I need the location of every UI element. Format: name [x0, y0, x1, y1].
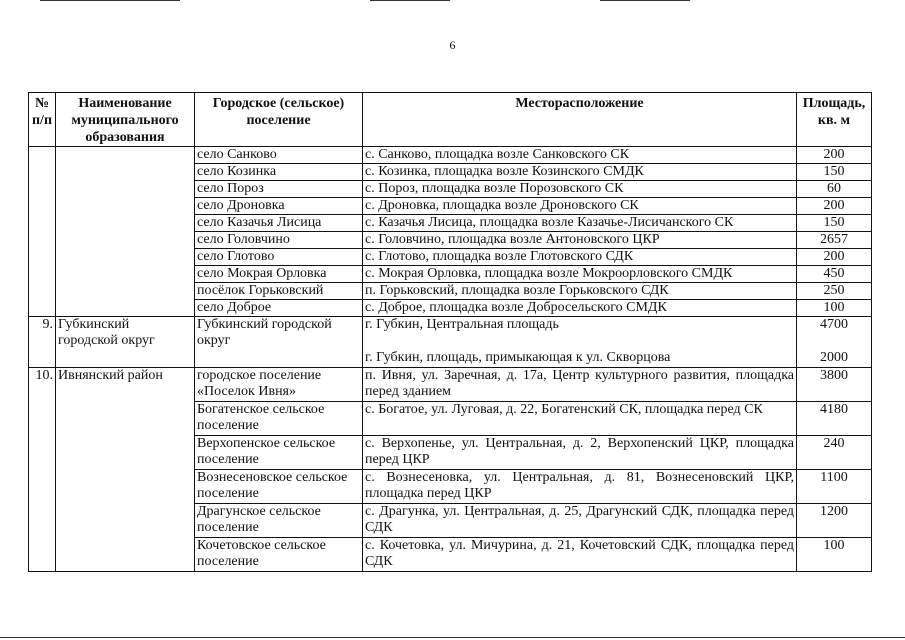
cell-area: 450	[797, 266, 872, 283]
cell-location: с. Санково, площадка возле Санковского СК	[363, 147, 797, 164]
cell-area: 200	[797, 198, 872, 215]
cell-settlement: село Глотово	[195, 249, 363, 266]
table-row	[29, 147, 872, 164]
page-number: 6	[449, 38, 456, 52]
cell-settlement: Вознесеновское сельское поселение	[195, 470, 363, 504]
sites-table	[28, 92, 872, 572]
cell-settlement: Кочетовское сельское поселение	[195, 538, 363, 572]
cell-location: с. Доброе, площадка возле Добросельского СМДК	[363, 300, 797, 317]
area-value: 2000	[820, 350, 848, 365]
cell-settlement: село Козинка	[195, 164, 363, 181]
header-municipality: Наименование муниципального образования	[56, 93, 195, 147]
cell-location: с. Глотово, площадка возле Глотовского СДК	[363, 249, 797, 266]
cell-settlement: село Пороз	[195, 181, 363, 198]
cell-settlement: село Головчино	[195, 232, 363, 249]
cell-area: 100	[797, 538, 872, 572]
cell-location: с. Мокрая Орловка, площадка возле Мокроорловского СМДК	[363, 266, 797, 283]
cell-number-empty	[29, 147, 56, 317]
cell-settlement: Верхопенское сельское поселение	[195, 436, 363, 470]
cell-settlement: село Санково	[195, 147, 363, 164]
cell-location: п. Горьковский, площадка возле Горьковского СДК	[363, 283, 797, 300]
cell-location: с. Вознесеновка, ул. Центральная, д. 81, Вознесеновский ЦКР, площадка перед ЦКР	[363, 470, 797, 504]
cell-area: 3800	[797, 368, 872, 402]
cell-area: 150	[797, 215, 872, 232]
cell-location: с. Дроновка, площадка возле Дроновского СК	[363, 198, 797, 215]
cell-area: 200	[797, 147, 872, 164]
cell-number: 9.	[29, 317, 56, 368]
scan-edge-bottom	[0, 637, 905, 638]
cell-settlement: Губкинский городской округ	[195, 317, 363, 368]
cell-location: с. Кочетовка, ул. Мичурина, д. 21, Кочетовский СДК, площадка перед СДК	[363, 538, 797, 572]
scan-edge-top-left	[40, 0, 180, 1]
scan-edge-top-mid	[370, 0, 450, 1]
cell-area: 60	[797, 181, 872, 198]
cell-location: п. Ивня, ул. Заречная, д. 17а, Центр культурного развития, площадка перед зданием	[363, 368, 797, 402]
cell-area: 150	[797, 164, 872, 181]
cell-settlement: посёлок Горьковский	[195, 283, 363, 300]
cell-municipality-empty	[56, 147, 195, 317]
table-row	[29, 368, 872, 402]
header-settlement: Городское (сельское) поселение	[195, 93, 363, 147]
cell-settlement: село Доброе	[195, 300, 363, 317]
cell-location: с. Головчино, площадка возле Антоновского ЦКР	[363, 232, 797, 249]
cell-settlement: село Дроновка	[195, 198, 363, 215]
cell-area: 240	[797, 436, 872, 470]
cell-area: 200	[797, 249, 872, 266]
cell-municipality: Губкинский городской округ	[56, 317, 195, 368]
cell-settlement: Драгунское сельское поселение	[195, 504, 363, 538]
cell-number: 10.	[29, 368, 56, 572]
cell-location: с. Верхопенье, ул. Центральная, д. 2, Верхопенский ЦКР, площадка перед ЦКР	[363, 436, 797, 470]
cell-location: с. Богатое, ул. Луговая, д. 22, Богатенский СК, площадка перед СК	[363, 402, 797, 436]
table-row	[29, 317, 872, 368]
scan-edge-top-right	[600, 0, 690, 1]
cell-settlement: Богатенское сельское поселение	[195, 402, 363, 436]
cell-area: 2657	[797, 232, 872, 249]
cell-location: с. Драгунка, ул. Центральная, д. 25, Драгунский СДК, площадка перед СДК	[363, 504, 797, 538]
location-line: г. Губкин, Центральная площадь	[365, 317, 559, 332]
header-area: Площадь, кв. м	[797, 93, 872, 147]
cell-settlement: село Мокрая Орловка	[195, 266, 363, 283]
location-line: г. Губкин, площадь, примыкающая к ул. Скворцова	[365, 350, 671, 365]
cell-area: 1200	[797, 504, 872, 538]
header-number: № п/п	[29, 93, 56, 147]
cell-area: 4180	[797, 402, 872, 436]
cell-location: с. Пороз, площадка возле Порозовского СК	[363, 181, 797, 198]
cell-settlement: село Казачья Лисица	[195, 215, 363, 232]
cell-area	[797, 317, 872, 368]
cell-location	[363, 317, 797, 368]
area-value: 4700	[820, 317, 848, 332]
cell-location: с. Казачья Лисица, площадка возле Казачье-Лисичанского СК	[363, 215, 797, 232]
cell-settlement: городское поселение «Поселок Ивня»	[195, 368, 363, 402]
cell-location: с. Козинка, площадка возле Козинского СМДК	[363, 164, 797, 181]
cell-municipality: Ивнянский район	[56, 368, 195, 572]
cell-area: 1100	[797, 470, 872, 504]
table-header-row	[29, 93, 872, 147]
header-location: Месторасположение	[363, 93, 797, 147]
cell-area: 100	[797, 300, 872, 317]
cell-area: 250	[797, 283, 872, 300]
